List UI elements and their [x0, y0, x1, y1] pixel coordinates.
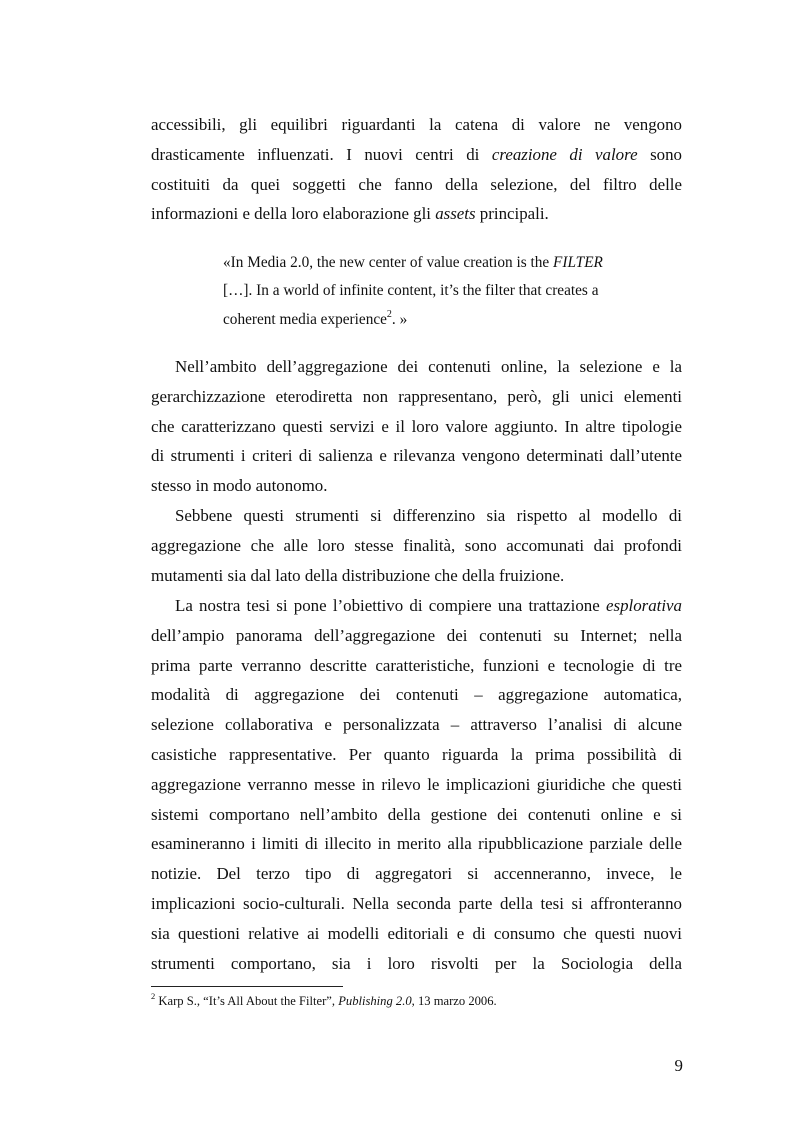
italic-term: assets — [435, 204, 476, 224]
text-line: modalità di aggregazione dei contenuti – aggregazione automatica, — [151, 685, 682, 705]
text-line: implicazioni socio-culturali. Nella seconda parte della tesi si affronteranno — [151, 893, 682, 913]
text-line: aggregazione che alle loro stesse finalità, sono accomunati dai profondi — [151, 535, 682, 555]
quote-line: «In Media 2.0, the new center of value creation is the FILTER — [223, 254, 603, 271]
page-number: 9 — [674, 1056, 683, 1075]
text-line: stesso in modo autonomo. — [151, 476, 328, 496]
text-line: aggregazione verranno messe in rilevo le implicazioni giuridiche che questi — [151, 774, 682, 794]
text-line: strumenti comportano, sia i loro risvolti per la Sociologia della — [151, 953, 682, 973]
text-line: di strumenti i criteri di salienza e rilevanza vengono determinati dall’utente — [151, 446, 682, 466]
text-line: drasticamente influenzati. I nuovi centri di creazione di valore sono — [151, 144, 682, 164]
intro-paragraph — [151, 110, 682, 229]
footnote-ref: 2 — [386, 308, 392, 320]
text-line: accessibili, gli equilibri riguardanti la catena di valore ne vengono — [151, 115, 682, 134]
footnote: $^2$ Karp S., “It’s All About the Filter”, Publishing 2.0, 13 marzo 2006. — [151, 990, 497, 1008]
block-quote — [223, 249, 643, 334]
text-line: prima parte verranno descritte caratteristiche, funzioni e tecnologie di tre — [151, 655, 682, 675]
text-line: informazioni e della loro elaborazione gli assets principali. — [151, 204, 549, 224]
text-line: casistiche rappresentative. Per quanto riguarda la prima possibilità di — [151, 744, 682, 764]
footnote-rule — [151, 986, 343, 987]
text-line: sistemi comportano nell’ambito della gestione dei contenuti online e si — [151, 804, 682, 824]
footnote-number: 2 — [151, 990, 156, 1001]
text-line: Sebbene questi strumenti si differenzino sia rispetto al modello di — [175, 506, 682, 525]
text-line: esamineranno i limiti di illecito in merito alla ripubblicazione parziale delle — [151, 834, 682, 854]
quote-line: […]. In a world of infinite content, it’s the filter that creates a — [223, 282, 599, 300]
text-line: gerarchizzazione eterodiretta non rappresentano, però, gli unici elementi — [151, 386, 682, 406]
italic-term: esplorativa — [606, 596, 682, 615]
text-line: che caratterizzano questi servizi e il loro valore aggiunto. In altre tipologie — [151, 416, 682, 436]
paragraph-1 — [151, 352, 682, 501]
text-line: notizie. Del terzo tipo di aggregatori si accenneranno, invece, le — [151, 864, 682, 884]
text-line: Nell’ambito dell’aggregazione dei contenuti online, la selezione e la — [175, 357, 682, 376]
text-line: selezione collaborativa e personalizzata – attraverso l’analisi di alcune — [151, 715, 682, 735]
quote-line: coherent media experience$^2$. » — [223, 308, 408, 328]
text-line: La nostra tesi si pone l’obiettivo di compiere una trattazione esplorativa — [175, 596, 682, 615]
text-line: mutamenti sia dal lato della distribuzione che della fruizione. — [151, 565, 565, 585]
text-line: costituiti da quei soggetti che fanno della selezione, del filtro delle — [151, 174, 682, 194]
italic-term: creazione di valore — [491, 144, 638, 164]
paragraph-2 — [151, 501, 682, 590]
paragraph-3 — [151, 591, 682, 978]
text-line: dell’ampio panorama dell’aggregazione dei contenuti su Internet; nella — [151, 625, 682, 645]
text-line: sia questioni relative ai modelli editoriali e di consumo che questi nuovi — [151, 923, 682, 943]
